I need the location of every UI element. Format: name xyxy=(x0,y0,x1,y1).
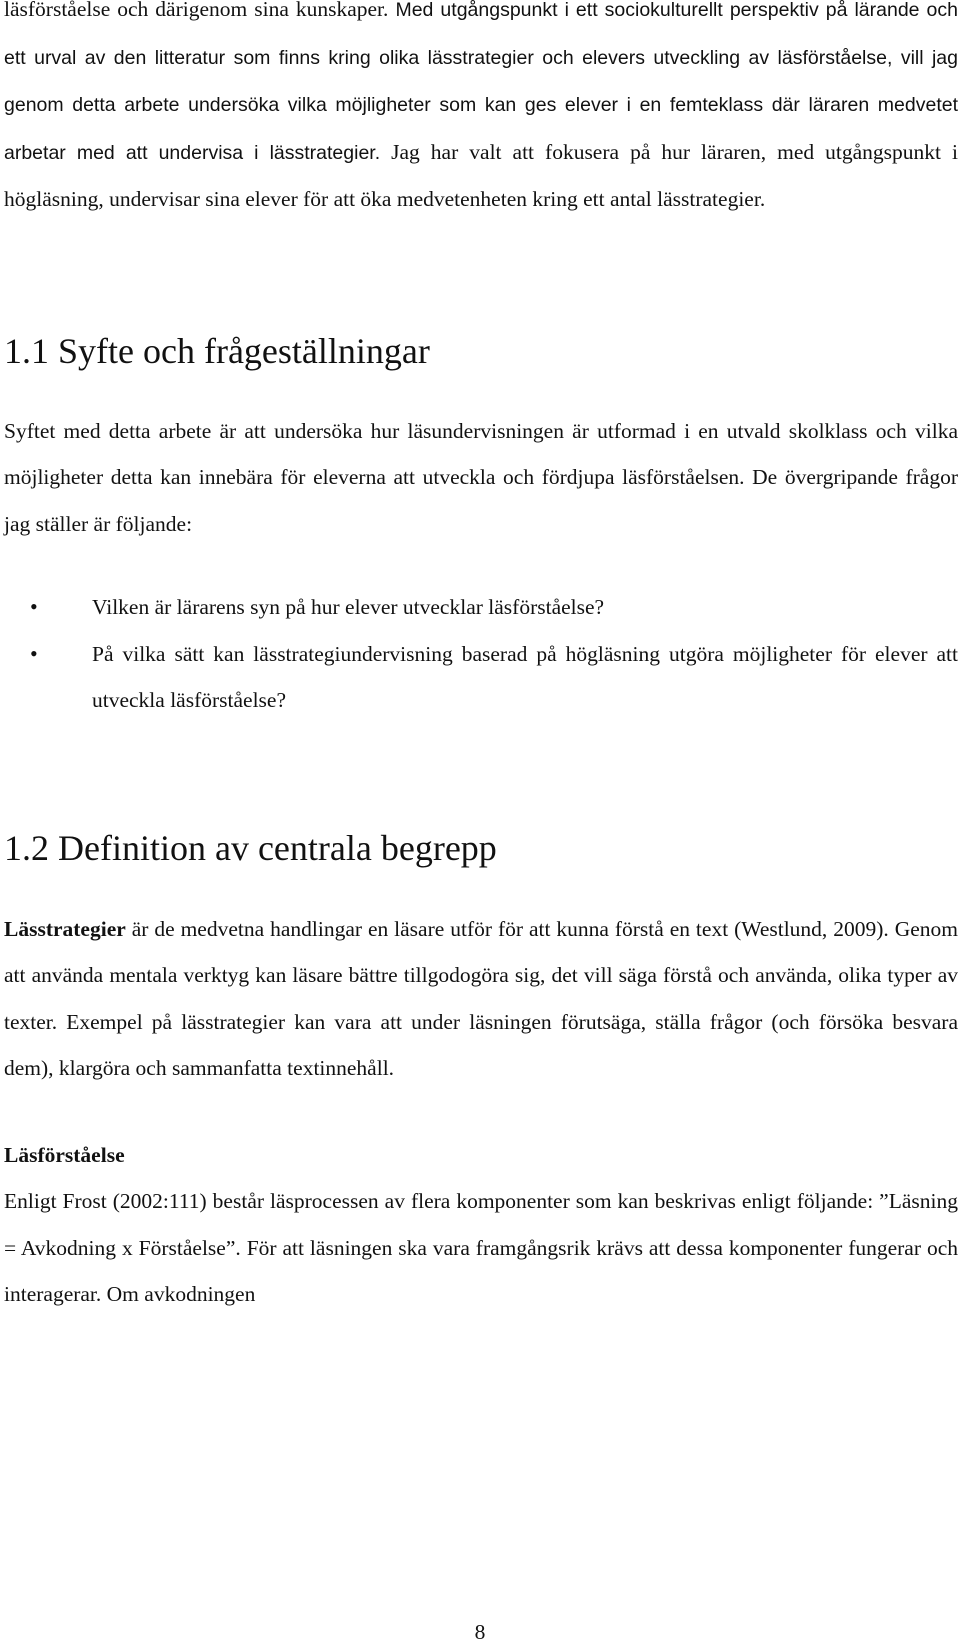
intro-text-end: Jag har valt att fokusera på hur läraren, med utgångspunkt i högläsning, undervisar sina elever för att öka medvetenheten kring ett antal lässtrategier. xyxy=(4,139,958,211)
bullet-icon: • xyxy=(30,640,38,666)
bullet-icon: • xyxy=(30,594,38,619)
question-text: Vilken är lärarens syn på hur elever utvecklar läsförståelse? xyxy=(92,595,605,619)
definition-lasforstaelse-text: Enligt Frost (2002:111) består läsprocessen av flera komponenter som kan beskrivas enligt följande: ”Läsning = Avkodning x Förståelse”. För att läsningen ska vara framgångsrik krävs att dessa komponenter fungerar och interagerar. Om avkodningen xyxy=(4,1189,958,1306)
term-lasstrategier: Lässtrategier xyxy=(4,916,126,941)
page-content xyxy=(4,0,958,1318)
term-lasforstaelse: Läsförståelse xyxy=(4,1142,125,1167)
section-heading-1-1: 1.1 Syfte och frågeställningar xyxy=(4,330,430,371)
intro-paragraph xyxy=(4,0,958,223)
definition-lasstrategier xyxy=(4,906,958,1092)
page-number: 8 xyxy=(474,1620,486,1644)
list-item xyxy=(4,584,958,631)
list-item xyxy=(4,631,958,724)
question-list xyxy=(4,584,958,724)
section-heading-1-2: 1.2 Definition av centrala begrepp xyxy=(4,827,497,868)
definition-lasstrategier-text: är de medvetna handlingar en läsare utför för att kunna förstå en text (Westlund, 2009). Genom att använda mentala verktyg kan läsare bättre tillgodogöra sig, det vill säga förstå och använda, olika typer av texter. Exempel på lässtrategier kan vara att under läsningen förutsäga, ställa frågor (och försöka besvara dem), klargöra och sammanfatta textinnehåll. xyxy=(4,916,958,1080)
section-1-1-paragraph: Syftet med detta arbete är att undersöka hur läsundervisningen är utformad i en utvald skolklass och vilka möjligheter detta kan innebära för eleverna att utveckla och fördjupa läsförståelsen. De övergripande frågor jag ställer är följande: xyxy=(4,418,958,536)
intro-text-start: läsförståelse och därigenom sina kunskaper. xyxy=(4,0,389,21)
question-text: På vilka sätt kan lässtrategiundervisning baserad på högläsning utgöra möjligheter för elever att utveckla läsförståelse? xyxy=(92,641,958,712)
intro-text-middle: Med utgångspunkt i ett sociokulturellt perspektiv på lärande och ett urval av den litteratur som finns kring olika lässtrategier och elevers utveckling av läsförståelse, vill jag genom detta arbete undersöka vilka möjligheter som kan ges elever i en femteklass där läraren medvetet arbetar med att undervisa i lässtrategier. xyxy=(4,0,958,164)
